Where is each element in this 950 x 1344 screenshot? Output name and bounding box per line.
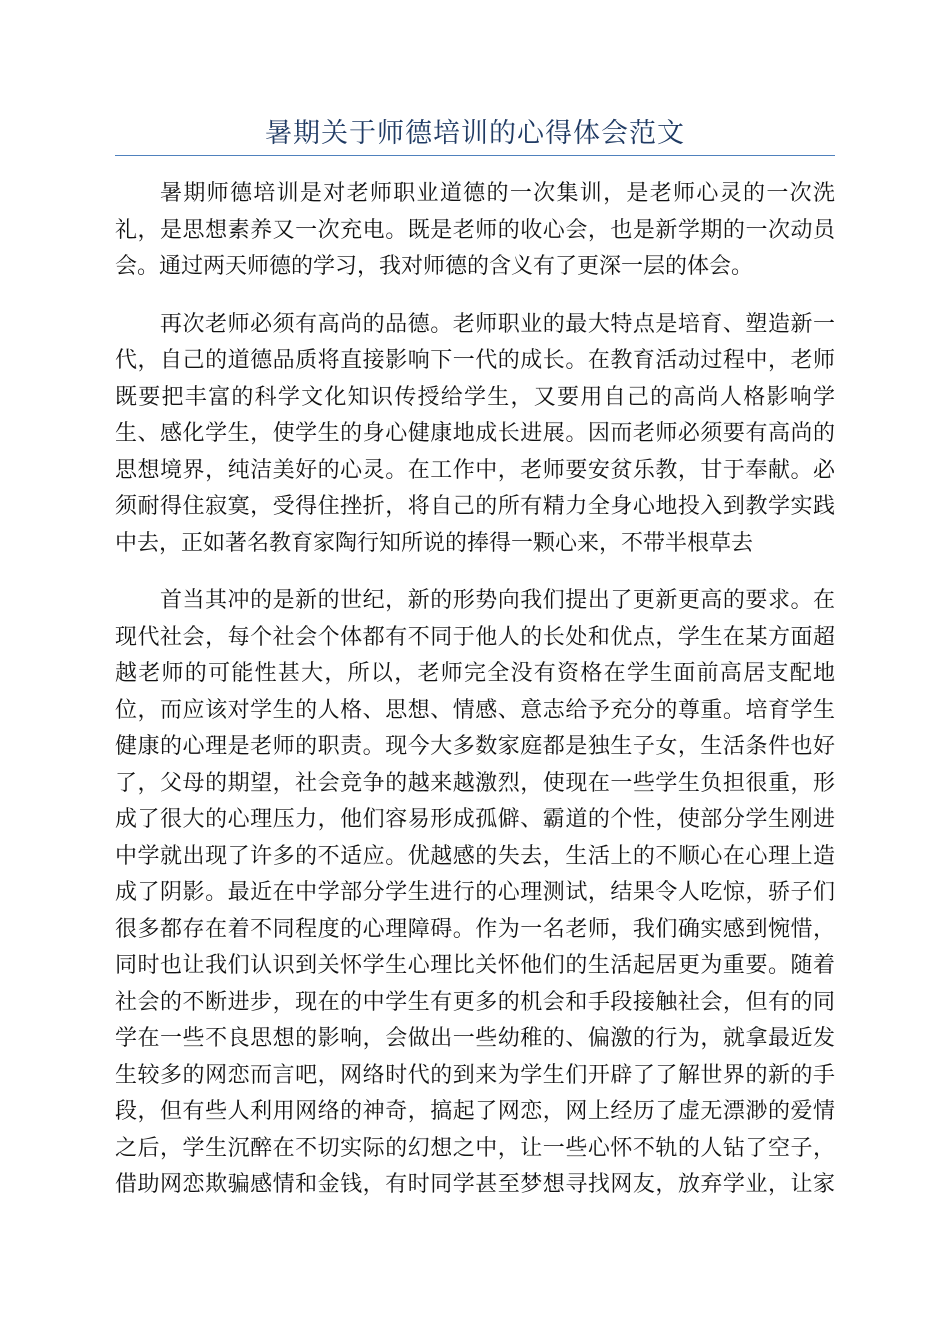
- text-line: 礼，是思想素养又一次充电。既是老师的收心会，也是新学期的一次动员: [115, 217, 835, 243]
- text-line: 很多都存在着不同程度的心理障碍。作为一名老师，我们确实感到惋惜，: [115, 916, 835, 942]
- text-line: 须耐得住寂寞，受得住挫折，将自己的所有精力全身心地投入到教学实践: [115, 494, 835, 519]
- document-body: [115, 176, 835, 1225]
- text-line: 中去，正如著名教育家陶行知所说的捧得一颗心来，不带半根草去: [115, 530, 754, 556]
- text-line: 首当其冲的是新的世纪，新的形势向我们提出了更新更高的要求。在: [160, 588, 835, 613]
- text-line: 借助网恋欺骗感情和金钱，有时同学甚至梦想寻找网友，放弃学业，让家: [115, 1172, 835, 1197]
- text-line: 越老师的可能性甚大，所以，老师完全没有资格在学生面前高居支配地: [115, 661, 835, 686]
- paragraph: [115, 176, 835, 286]
- document-title: 暑期关于师德培训的心得体会范文: [265, 118, 685, 149]
- text-line: 了，父母的期望，社会竞争的越来越激烈，使现在一些学生负担很重，形: [115, 770, 835, 796]
- text-line: 段，但有些人利用网络的神奇，搞起了网恋，网上经历了虚无漂渺的爱情: [115, 1099, 835, 1124]
- text-line: 思想境界，纯洁美好的心灵。在工作中，老师要安贫乐教，甘于奉献。必: [115, 457, 835, 483]
- text-line: 中学就出现了许多的不适应。优越感的失去，生活上的不顺心在心理上造: [115, 843, 835, 869]
- text-line: 现代社会，每个社会个体都有不同于他人的长处和优点，学生在某方面超: [115, 624, 835, 650]
- text-line: 之后，学生沉醉在不切实际的幻想之中，让一些心怀不轨的人钻了空子，: [115, 1135, 835, 1161]
- text-line: 学在一些不良思想的影响，会做出一些幼稚的、偏激的行为，就拿最近发: [115, 1026, 835, 1051]
- text-line: 同时也让我们认识到关怀学生心理比关怀他们的生活起居更为重要。随着: [115, 953, 835, 978]
- text-line: 既要把丰富的科学文化知识传授给学生，又要用自己的高尚人格影响学: [115, 384, 835, 410]
- text-line: 生较多的网恋而言吧，网络时代的到来为学生们开辟了了解世界的新的手: [115, 1062, 835, 1088]
- text-line: 位，而应该对学生的人格、思想、情感、意志给予充分的尊重。培育学生: [115, 697, 835, 723]
- text-line: 成了很大的心理压力，他们容易形成孤僻、霸道的个性，使部分学生刚进: [115, 807, 835, 832]
- text-line: 会。通过两天师德的学习，我对师德的含义有了更深一层的体会。: [115, 254, 754, 279]
- text-line: 生、感化学生，使学生的身心健康地成长进展。因而老师必须要有高尚的: [115, 421, 835, 446]
- paragraph: [115, 583, 835, 1204]
- text-line: 健康的心理是老师的职责。现今大多数家庭都是独生子女，生活条件也好: [115, 734, 835, 759]
- text-line: 社会的不断进步，现在的中学生有更多的机会和手段接触社会，但有的同: [115, 989, 835, 1015]
- text-line: 再次老师必须有高尚的品德。老师职业的最大特点是培育、塑造新一: [160, 311, 835, 337]
- text-line: 成了阴影。最近在中学部分学生进行的心理测试，结果令人吃惊，骄子们: [115, 880, 835, 905]
- text-line: 暑期师德培训是对老师职业道德的一次集训，是老师心灵的一次洗: [160, 181, 835, 206]
- text-line: 代，自己的道德品质将直接影响下一代的成长。在教育活动过程中，老师: [115, 348, 835, 373]
- paragraph: [115, 307, 835, 563]
- title-underline: [115, 155, 835, 156]
